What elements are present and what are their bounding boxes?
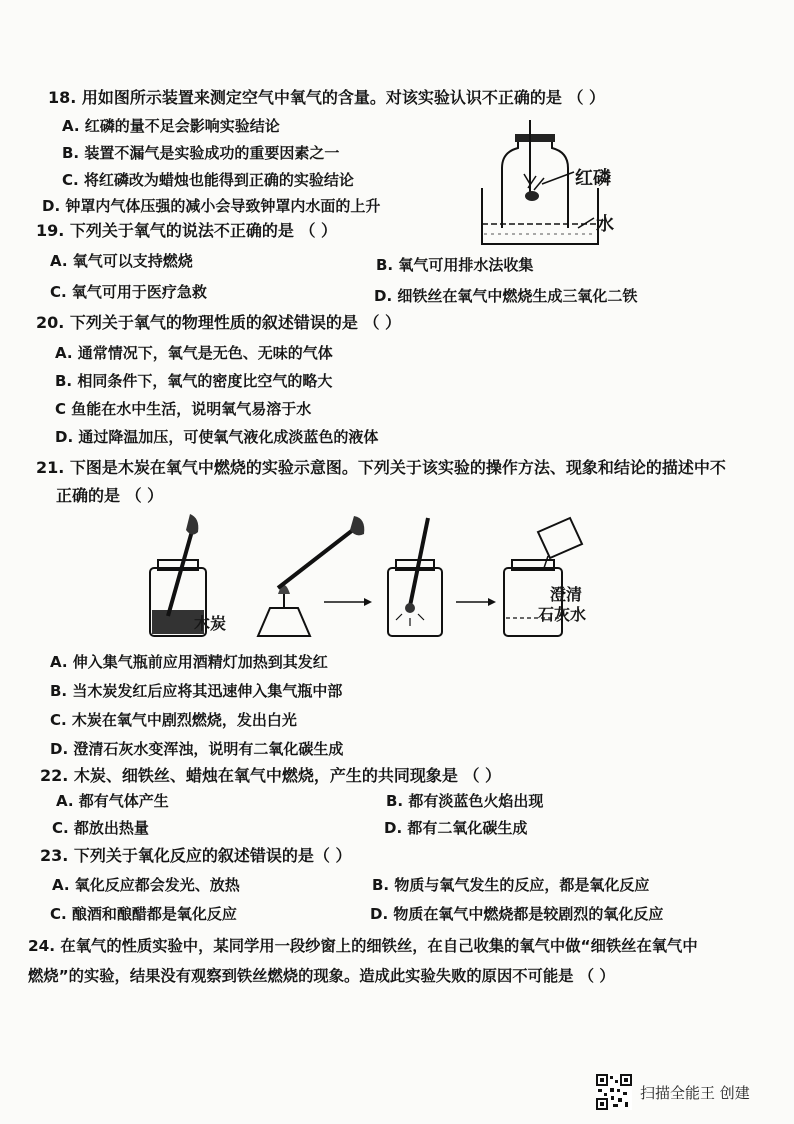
q23-option-d: D. 物质在氧气中燃烧都是较剧烈的氧化反应 [370, 905, 664, 923]
qr-code-icon [596, 1074, 632, 1110]
q23-stem: 23. 下列关于氧化反应的叙述错误的是（ ） [40, 846, 352, 865]
charcoal-label: 木炭 [194, 614, 227, 633]
q18-option-b: B. 装置不漏气是实验成功的重要因素之一 [62, 144, 340, 162]
q20-option-b: B. 相同条件下，氧气的密度比空气的略大 [55, 372, 333, 390]
q19-option-c: C. 氧气可用于医疗急救 [50, 283, 207, 301]
q21-stem-line1: 21. 下图是木炭在氧气中燃烧的实验示意图。下列关于该实验的操作方法、现象和结论的描述中不 [36, 458, 726, 477]
q18-option-a: A. 红磷的量不足会影响实验结论 [62, 117, 280, 135]
q21-option-b: B. 当木炭发红后应将其迅速伸入集气瓶中部 [50, 682, 343, 700]
q18-option-c: C. 将红磷改为蜡烛也能得到正确的实验结论 [62, 171, 354, 189]
q22-option-c: C. 都放出热量 [52, 819, 149, 837]
q21-stem-line2: 正确的是 （ ） [56, 486, 164, 505]
q24-stem-line1: 24. 在氧气的性质实验中，某同学用一段纱窗上的细铁丝，在自己收集的氧气中做“细铁丝在氧气中 [28, 937, 698, 955]
q21-option-c: C. 木炭在氧气中剧烈燃烧，发出白光 [50, 711, 297, 729]
q24-stem-line2: 燃烧”的实验，结果没有观察到铁丝燃烧的现象。造成此实验失败的原因不可能是 （ ） [28, 967, 615, 985]
q18-stem: 18. 用如图所示装置来测定空气中氧气的含量。对该实验认识不正确的是 （ ） [48, 88, 606, 107]
water-label: 水 [596, 214, 614, 235]
q19-option-b: B. 氧气可用排水法收集 [376, 256, 534, 274]
q19-stem: 19. 下列关于氧气的说法不正确的是 （ ） [36, 221, 338, 240]
q22-stem: 22. 木炭、细铁丝、蜡烛在氧气中燃烧，产生的共同现象是 （ ） [40, 766, 502, 785]
q19-option-d: D. 细铁丝在氧气中燃烧生成三氧化二铁 [374, 287, 638, 305]
q22-option-b: B. 都有淡蓝色火焰出现 [386, 792, 544, 810]
q20-stem: 20. 下列关于氧气的物理性质的叙述错误的是 （ ） [36, 313, 402, 332]
q18-option-d: D. 钟罩内气体压强的减小会导致钟罩内水面的上升 [42, 197, 381, 215]
q21-option-a: A. 伸入集气瓶前应用酒精灯加热到其发红 [50, 653, 328, 671]
q19-option-a: A. 氧气可以支持燃烧 [50, 252, 193, 270]
scanner-watermark: 扫描全能王 创建 [640, 1084, 750, 1102]
q20-option-a: A. 通常情况下，氧气是无色、无味的气体 [55, 344, 333, 362]
limewater-label-line1: 澄清 [550, 585, 583, 604]
q22-option-a: A. 都有气体产生 [56, 792, 169, 810]
q23-option-c: C. 酿酒和酿醋都是氧化反应 [50, 905, 237, 923]
limewater-label-line2: 石灰水 [538, 605, 587, 624]
red-phosphorus-label: 红磷 [575, 168, 611, 189]
q21-option-d: D. 澄清石灰水变浑浊，说明有二氧化碳生成 [50, 740, 344, 758]
q20-option-d: D. 通过降温加压，可使氧气液化成淡蓝色的液体 [55, 428, 379, 446]
q23-option-a: A. 氧化反应都会发光、放热 [52, 876, 240, 894]
q20-option-c: C 鱼能在水中生活，说明氧气易溶于水 [55, 400, 312, 418]
q23-option-b: B. 物质与氧气发生的反应，都是氧化反应 [372, 876, 650, 894]
q22-option-d: D. 都有二氧化碳生成 [384, 819, 528, 837]
